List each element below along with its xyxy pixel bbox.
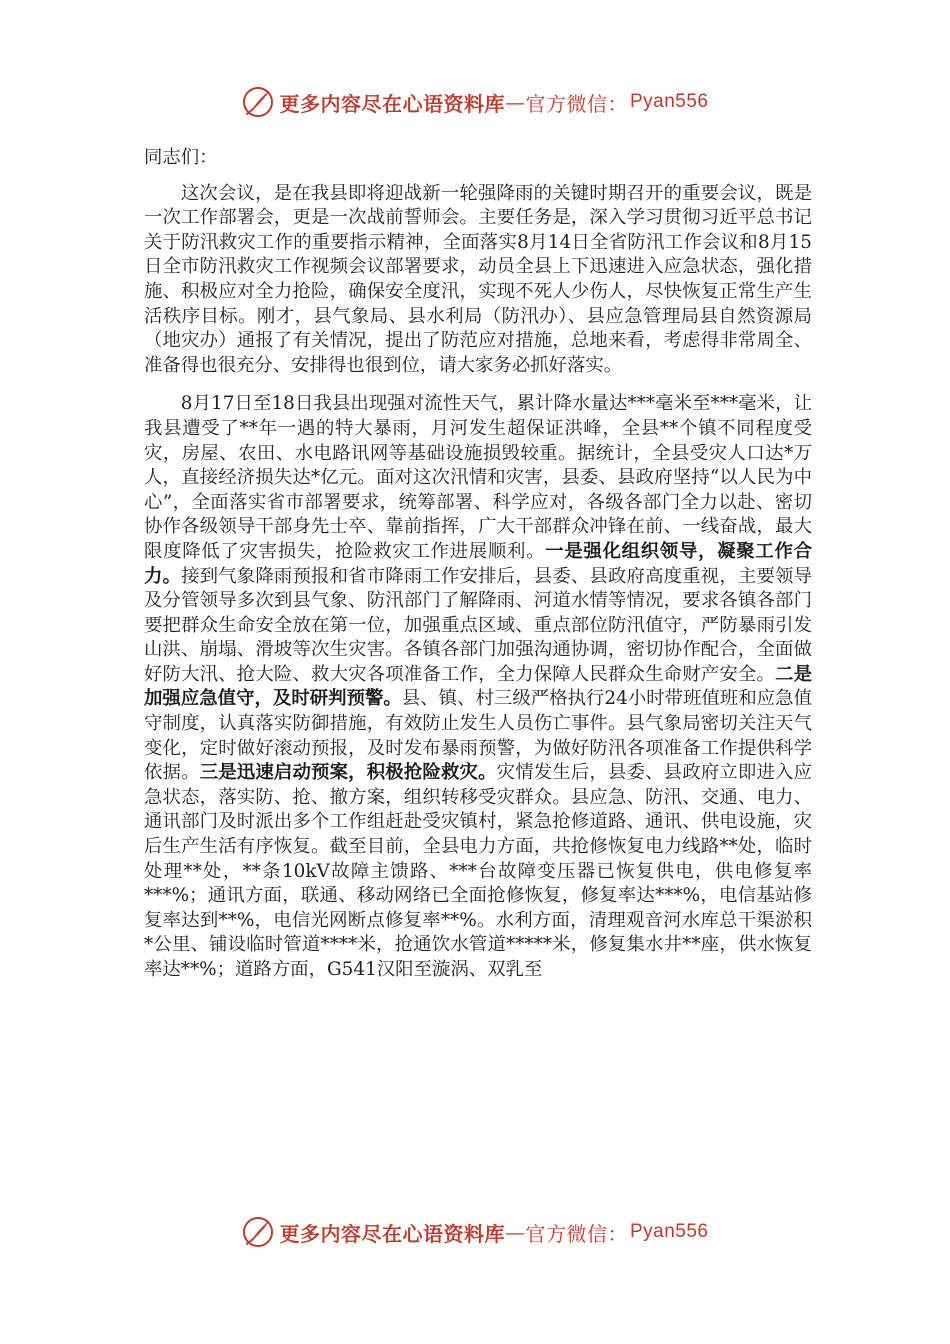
paragraph-disaster-review [144,392,812,982]
banner-separator: — [504,1220,526,1244]
paragraph-text: 灾情发生后，县委、县政府立即进入应急状态，落实防、抢、撤方案，组织转移受灾群众。县应急、防汛、交通、电力、通讯部门及时派出多个工作组赶赴受灾镇村，紧急抢修道路、通讯、供电设施，灾后生产生活有序恢复。截至目前，全县电力方面，共抢修恢复电力线路**处，临时处理**处，**条10kV故障主馈路、***台故障变压器已恢复供电，供电修复率***%；通讯方面，联通、移动网络已全面抢修恢复，修复率达***%，电信基站修复率达到**%，电信光网断点修复率**%。水利方面，清理观音河水库总干渠淤积*公里、铺设临时管道****米，抢通饮水管道*****米，修复集水井**座，供水恢复率达**%；道路方面，G541汉阳至漩涡、双乳至 [144,762,812,980]
speech-body [144,146,812,983]
banner-separator: — [504,90,526,114]
bold-heading-2: 二是加强应急值守，及时研判预警。 [144,663,812,710]
header-banner [0,82,950,122]
banner-brand-text: 更多内容尽在心语资料库 [279,91,505,116]
paragraph-text: 接到气象降雨预报和省市降雨工作安排后，县委、县政府高度重视，主要领导及分管领导多次到县气象、防汛部门了解降雨、河道水情等情况，要求各镇各部门要把群众生命安全放在第一位，加强重点区域、重点部位防汛值守，严防暴雨引发山洪、崩塌、滑坡等次生灾害。各镇各部门加强沟通协调，密切协作配合，全面做好防大汛、抢大险、救大灾各项准备工作，全力保障人民群众生命财产安全。 [144,565,812,685]
banner-wechat-id: Pyan556 [629,1221,709,1242]
banner-official-label: 官方微信： [525,91,628,116]
greeting: 同志们： [144,147,218,168]
banner-wechat-id: Pyan556 [629,91,709,112]
banner-brand-text: 更多内容尽在心语资料库 [279,1221,505,1246]
bold-heading-1: 一是强化组织领导，凝聚工作合力。 [144,540,812,587]
quill-pen-logo-icon [241,1215,275,1249]
footer-banner [0,1212,950,1252]
bold-heading-3: 三是迅速启动预案，积极抢险救灾。 [199,762,497,784]
quill-pen-logo-icon [241,85,275,119]
paragraph-intro: 这次会议，是在我县即将迎战新一轮强降雨的关键时期召开的重要会议，既是一次工作部署会，更是一次战前誓师会。主要任务是，深入学习贯彻习近平总书记关于防汛救灾工作的重要指示精神，全面落实8月14日全省防汛工作会议和8月15日全市防汛救灾工作视频会议部署要求，动员全县上下迅速进入应急状态，强化措施、积极应对全力抢险，确保安全度汛，实现不死人少伤人，尽快恢复正常生产生活秩序目标。刚才，县气象局、县水利局（防汛办）、县应急管理局县自然资源局（地灾办）通报了有关情况，提出了防范应对措施，总地来看，考虑得非常周全、准备得也很充分、安排得也很到位，请大家务必抓好落实。 [144,182,812,376]
paragraph-text: 县、镇、村三级严格执行24小时带班值班和应急值守制度，认真落实防御措施，有效防止发生人员伤亡事件。县气象局密切关注天气变化，定时做好滚动预报，及时发布暴雨预警，为做好防汛各项准备工作提供科学依据。 [144,688,812,784]
banner-official-label: 官方微信： [525,1221,628,1246]
paragraph-text: 8月17日至18日我县出现强对流性天气，累计降水量达***毫米至***毫米，让我县遭受了**年一遇的特大暴雨，月河发生超保证洪峰，全县**个镇不同程度受灾，房屋、农田、水电路讯网等基础设施损毁较重。据统计，全县受灾人口达*万人，直接经济损失达*亿元。面对这次汛情和灾害，县委、县政府坚持“以人民为中心”，全面落实省市部署要求，统筹部署、科学应对，各级各部门全力以赴、密切协作各级领导干部身先士卒、靠前指挥，广大干部群众冲锋在前、一线奋战，最大限度降低了灾害损失，抢险救灾工作进展顺利。 [144,393,812,562]
